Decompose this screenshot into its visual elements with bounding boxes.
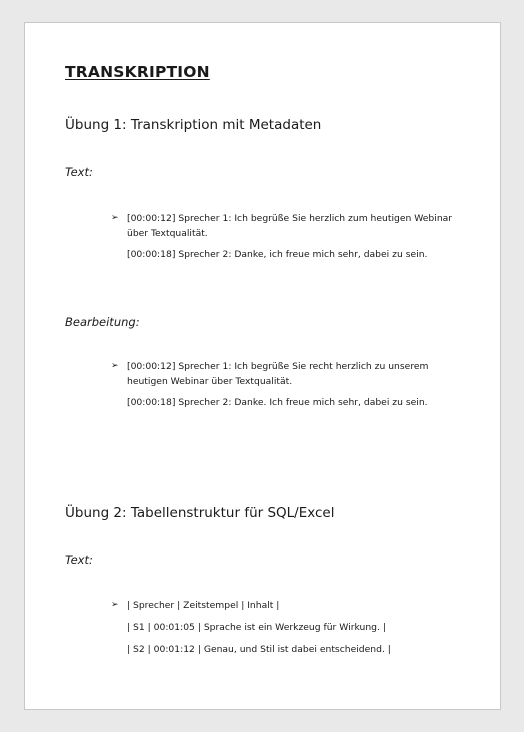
section2-table-line-3: | S2 | 00:01:12 | Genau, und Stil ist dabei entscheidend. | xyxy=(127,644,391,655)
section1-edit-line-1: [00:00:12] Sprecher 1: Ich begrüße Sie recht herzlich zu unserem heutigen Webinar über Textqualität. xyxy=(127,361,429,387)
section2-table-line-2: | S1 | 00:01:05 | Sprache ist ein Werkzeug für Wirkung. | xyxy=(127,622,386,633)
section2-heading: Übung 2: Tabellenstruktur für SQL/Excel xyxy=(65,505,335,521)
section1-text-line-1: [00:00:12] Sprecher 1: Ich begrüße Sie herzlich zum heutigen Webinar über Textqualität. xyxy=(127,213,453,239)
section1-edit-label: Bearbeitung: xyxy=(65,315,140,329)
section1-edit-line-2: [00:00:18] Sprecher 2: Danke. Ich freue mich sehr, dabei zu sein. xyxy=(127,397,428,408)
bullet-icon: ➢ xyxy=(111,600,119,610)
document-title: TRANSKRIPTION xyxy=(65,63,210,81)
document-page xyxy=(24,22,501,710)
bullet-icon: ➢ xyxy=(111,213,119,223)
section1-text-line-2: [00:00:18] Sprecher 2: Danke, ich freue mich sehr, dabei zu sein. xyxy=(127,249,428,260)
bullet-icon: ➢ xyxy=(111,361,119,371)
section2-text-label: Text: xyxy=(65,553,93,567)
section2-table-line-1: | Sprecher | Zeitstempel | Inhalt | xyxy=(127,600,280,611)
section1-heading: Übung 1: Transkription mit Metadaten xyxy=(65,117,322,133)
section1-text-label: Text: xyxy=(65,165,93,179)
